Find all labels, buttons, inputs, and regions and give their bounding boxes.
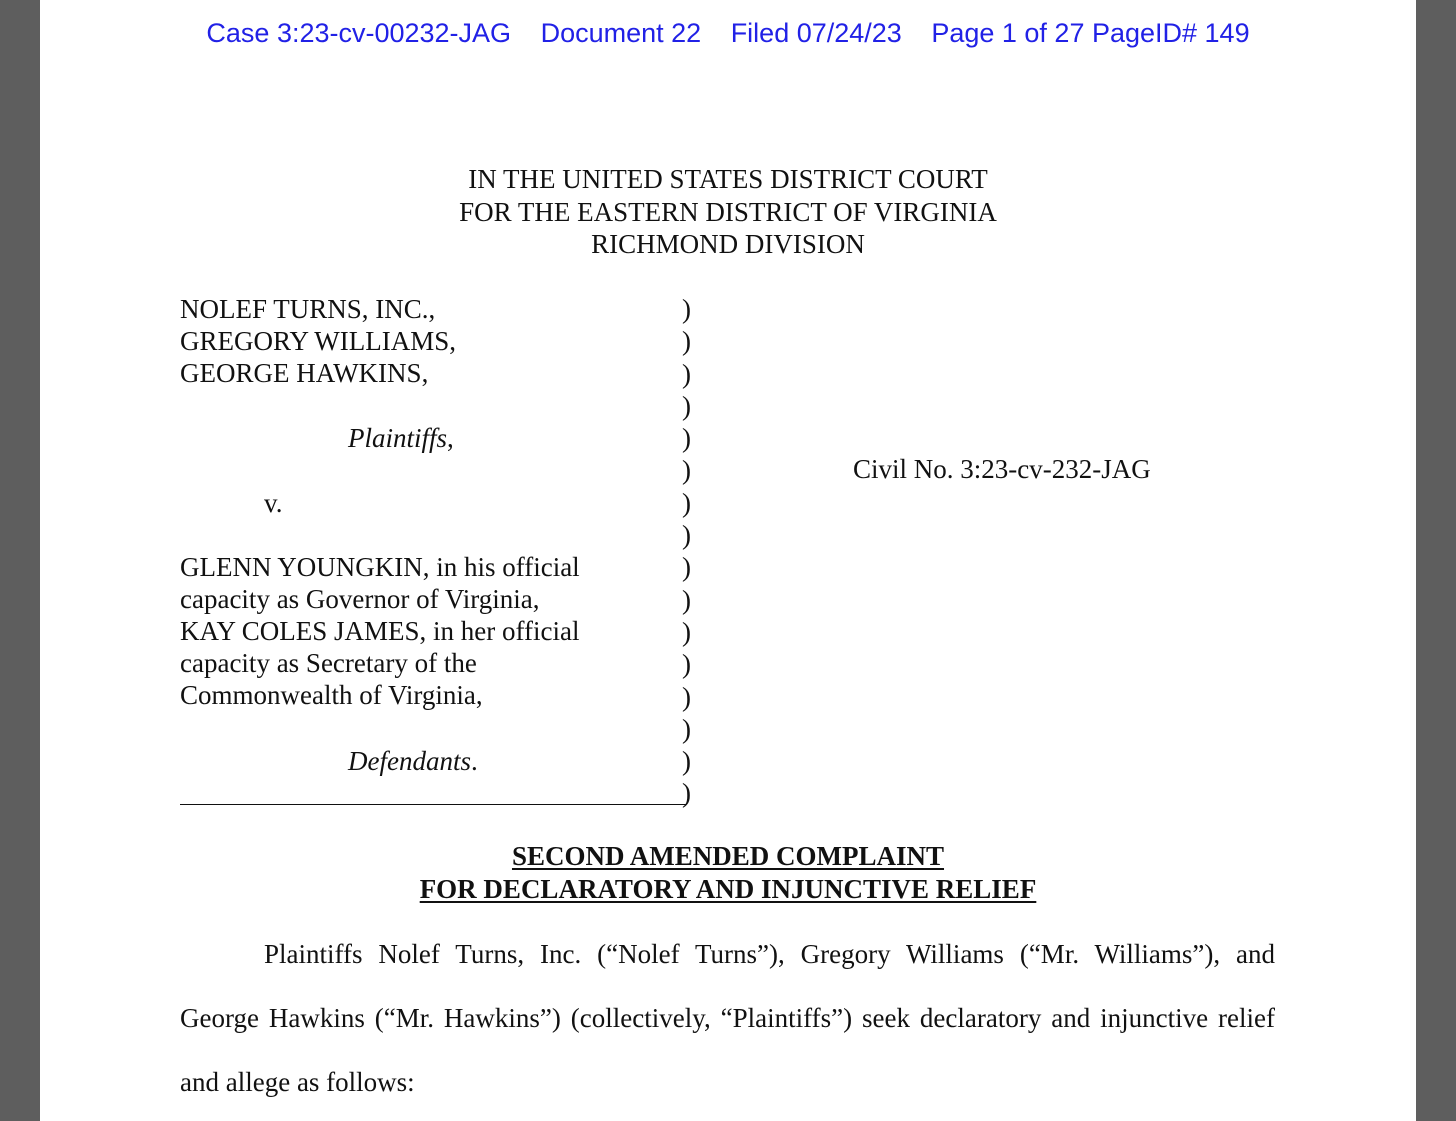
- body-line-2: George Hawkins (“Mr. Hawkins”) (collectively, “Plaintiffs”) seek declaratory and injunctive relief: [180, 1003, 1275, 1033]
- defendant-line: GLENN YOUNGKIN, in his official: [180, 552, 580, 582]
- plaintiff-name: GEORGE HAWKINS,: [180, 358, 429, 388]
- caption-paren: ): [682, 778, 691, 809]
- caption-paren: ): [682, 520, 691, 551]
- defendant-line: KAY COLES JAMES, in her official: [180, 616, 580, 646]
- caption-paren-column: [682, 293, 691, 810]
- caption-paren: ): [682, 584, 691, 615]
- defendants-label-text: Defendants: [348, 746, 471, 776]
- caption-paren: ): [682, 552, 691, 583]
- court-line-2: FOR THE EASTERN DISTRICT OF VIRGINIA: [459, 196, 997, 227]
- plaintiffs-label-text: Plaintiffs: [348, 423, 448, 453]
- case-number: Case 3:23-cv-00232-JAG: [206, 18, 512, 48]
- body-line-1: Plaintiffs Nolef Turns, Inc. (“Nolef Turns”), Gregory Williams (“Mr. Williams”), and: [264, 939, 1275, 969]
- title-line-1: SECOND AMENDED COMPLAINT: [511, 841, 945, 871]
- document-title: [40, 840, 1416, 905]
- defendant-line: Commonwealth of Virginia,: [180, 680, 483, 710]
- title-line-2: FOR DECLARATORY AND INJUNCTIVE RELIEF: [419, 873, 1037, 904]
- defendant-line: capacity as Secretary of the: [180, 648, 477, 678]
- plaintiff-name: NOLEF TURNS, INC.,: [180, 294, 436, 324]
- caption-paren: ): [682, 455, 691, 486]
- defendant-line: capacity as Governor of Virginia,: [180, 584, 540, 614]
- defendants-label-period: .: [470, 746, 478, 776]
- caption-paren: ): [682, 390, 691, 421]
- plaintiff-name: GREGORY WILLIAMS,: [180, 326, 456, 356]
- caption-paren: ): [682, 616, 691, 647]
- caption-paren: ): [682, 358, 691, 389]
- ecf-header-stamp: [40, 18, 1416, 49]
- body-line-3: and allege as follows:: [180, 1067, 415, 1097]
- caption-paren: ): [682, 487, 691, 518]
- page-id: Page 1 of 27 PageID# 149: [931, 18, 1250, 48]
- caption-paren: ): [682, 681, 691, 712]
- court-line-1: IN THE UNITED STATES DISTRICT COURT: [468, 164, 988, 194]
- caption-paren: ): [682, 326, 691, 357]
- court-heading: [40, 163, 1416, 261]
- versus-label: v.: [264, 488, 283, 518]
- defendants-label: [348, 745, 478, 778]
- civil-number: Civil No. 3:23-cv-232-JAG: [853, 454, 1151, 484]
- caption-paren: ): [682, 423, 691, 454]
- court-line-3: RICHMOND DIVISION: [591, 229, 865, 259]
- caption-paren: ): [682, 294, 691, 324]
- document-number: Document 22: [540, 18, 702, 48]
- caption-paren: ): [682, 649, 691, 680]
- caption-paren: ): [682, 713, 691, 744]
- document-page: [40, 0, 1416, 1121]
- plaintiffs-label: [348, 422, 454, 455]
- plaintiffs-label-comma: ,: [447, 423, 454, 453]
- filed-date: Filed 07/24/23: [730, 18, 902, 48]
- caption-underline: [180, 804, 686, 805]
- caption-paren: ): [682, 746, 691, 777]
